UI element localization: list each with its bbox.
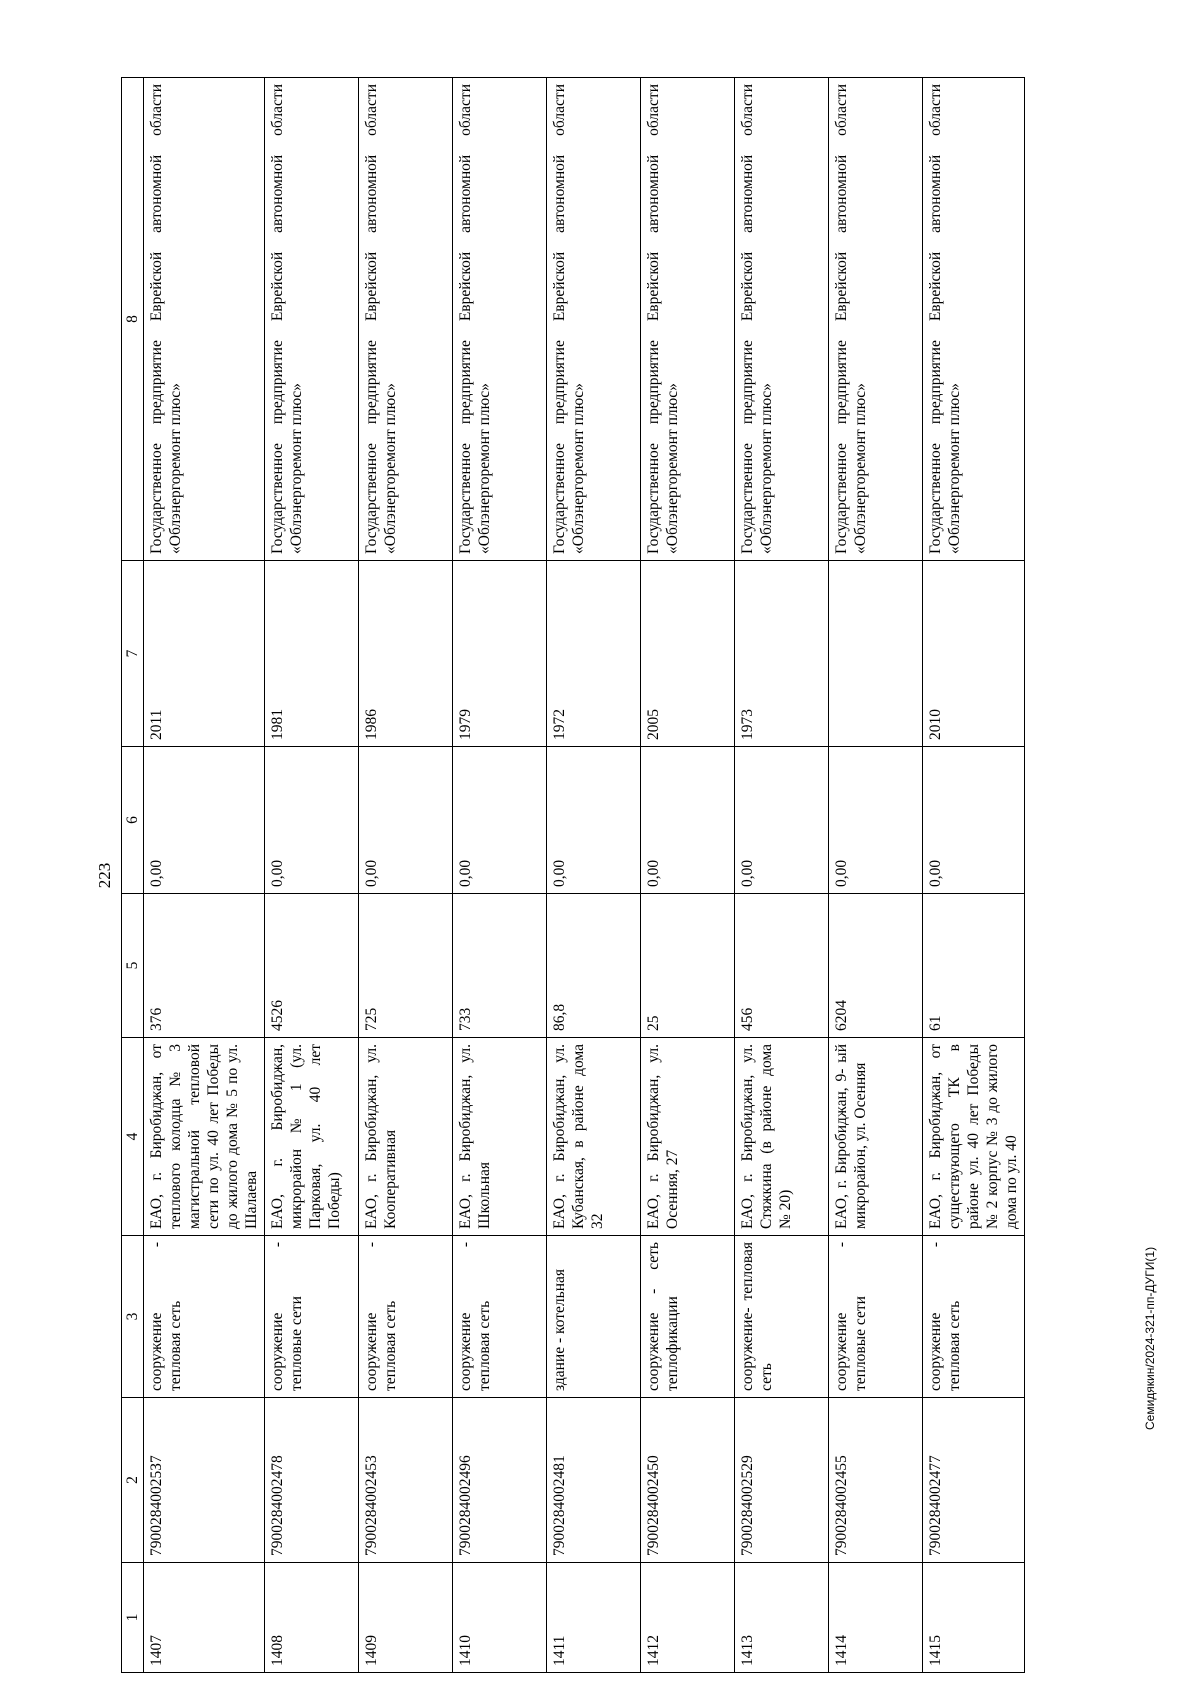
- table-row: [453, 78, 547, 1673]
- cell-length: 4526: [265, 894, 359, 1038]
- cell-cadastral-number: 7900284002496: [453, 1398, 547, 1563]
- cell-owner: Государственное предприятие Еврейской автономной области «Облэнергоремонт плюс»: [641, 78, 735, 561]
- cell-length: 25: [641, 894, 735, 1038]
- cell-address: ЕАО, г. Биробиджан, от существующего ТК в районе ул. 40 лет Победы № 2 корпус № 3 до жилого дома по ул. 40: [923, 1038, 1025, 1236]
- cell-year: 2011: [144, 561, 265, 747]
- cell-address: ЕАО, г. Биробиджан, микрорайон № 1 (ул. Парковая, ул. 40 лет Победы): [265, 1038, 359, 1236]
- cell-length: 86,8: [547, 894, 641, 1038]
- page-number: 223: [95, 862, 114, 889]
- cell-value: 0,00: [453, 747, 547, 894]
- cell-owner: Государственное предприятие Еврейской автономной области «Облэнергоремонт плюс»: [735, 78, 829, 561]
- cell-object-type: сооружение - тепловые сети: [265, 1236, 359, 1398]
- cell-length: 61: [923, 894, 1025, 1038]
- table-row: [547, 78, 641, 1673]
- cell-length: 733: [453, 894, 547, 1038]
- table-header-row: [122, 78, 144, 1673]
- cell-owner: Государственное предприятие Еврейской автономной области «Облэнергоремонт плюс»: [144, 78, 265, 561]
- cell-row-number: 1409: [359, 1563, 453, 1673]
- cell-object-type: сооружение - тепловая сеть: [453, 1236, 547, 1398]
- column-header: 3: [122, 1236, 144, 1398]
- cell-object-type: здание - котельная: [547, 1236, 641, 1398]
- cell-value: 0,00: [829, 747, 923, 894]
- cell-row-number: 1414: [829, 1563, 923, 1673]
- cell-cadastral-number: 7900284002477: [923, 1398, 1025, 1563]
- cell-value: 0,00: [359, 747, 453, 894]
- table-row: [144, 78, 265, 1673]
- cell-year: [829, 561, 923, 747]
- column-header: 1: [122, 1563, 144, 1673]
- rotated-table-area: [95, 78, 1085, 1673]
- table-row: [359, 78, 453, 1673]
- cell-owner: Государственное предприятие Еврейской автономной области «Облэнергоремонт плюс»: [453, 78, 547, 561]
- column-header: 8: [122, 78, 144, 561]
- cell-value: 0,00: [923, 747, 1025, 894]
- cell-row-number: 1410: [453, 1563, 547, 1673]
- cell-row-number: 1411: [547, 1563, 641, 1673]
- property-register-table: [121, 77, 1025, 1673]
- cell-year: 2005: [641, 561, 735, 747]
- cell-value: 0,00: [144, 747, 265, 894]
- table-row: [829, 78, 923, 1673]
- cell-row-number: 1413: [735, 1563, 829, 1673]
- cell-object-type: сооружение - сеть теплофикации: [641, 1236, 735, 1398]
- cell-address: ЕАО, г. Биробиджан, ул. Школьная: [453, 1038, 547, 1236]
- cell-length: 376: [144, 894, 265, 1038]
- cell-cadastral-number: 7900284002529: [735, 1398, 829, 1563]
- table-row: [923, 78, 1025, 1673]
- cell-year: 1979: [453, 561, 547, 747]
- table-row: [735, 78, 829, 1673]
- cell-length: 456: [735, 894, 829, 1038]
- cell-owner: Государственное предприятие Еврейской автономной области «Облэнергоремонт плюс»: [829, 78, 923, 561]
- cell-cadastral-number: 7900284002481: [547, 1398, 641, 1563]
- cell-owner: Государственное предприятие Еврейской автономной области «Облэнергоремонт плюс»: [265, 78, 359, 561]
- cell-year: 1972: [547, 561, 641, 747]
- cell-object-type: сооружение - тепловые сети: [829, 1236, 923, 1398]
- cell-object-type: сооружение- тепловая сеть: [735, 1236, 829, 1398]
- table-row: [641, 78, 735, 1673]
- document-footer-code: Семидякин/2024-321-пп-ДУГИ(1): [1143, 1246, 1157, 1430]
- column-header: 4: [122, 1038, 144, 1236]
- cell-year: 2010: [923, 561, 1025, 747]
- cell-address: ЕАО, г. Биробиджан, ул. Осенняя, 27: [641, 1038, 735, 1236]
- cell-object-type: сооружение - тепловая сеть: [144, 1236, 265, 1398]
- cell-row-number: 1412: [641, 1563, 735, 1673]
- cell-year: 1981: [265, 561, 359, 747]
- cell-row-number: 1408: [265, 1563, 359, 1673]
- cell-row-number: 1415: [923, 1563, 1025, 1673]
- column-header: 2: [122, 1398, 144, 1563]
- cell-value: 0,00: [547, 747, 641, 894]
- cell-cadastral-number: 7900284002453: [359, 1398, 453, 1563]
- column-header: 6: [122, 747, 144, 894]
- cell-length: 725: [359, 894, 453, 1038]
- cell-address: ЕАО, г. Биробиджан, ул. Кооперативная: [359, 1038, 453, 1236]
- cell-cadastral-number: 7900284002478: [265, 1398, 359, 1563]
- cell-owner: Государственное предприятие Еврейской автономной области «Облэнергоремонт плюс»: [547, 78, 641, 561]
- cell-length: 6204: [829, 894, 923, 1038]
- table-row: [265, 78, 359, 1673]
- cell-year: 1986: [359, 561, 453, 747]
- cell-cadastral-number: 79002840025З7: [144, 1398, 265, 1563]
- column-header: 7: [122, 561, 144, 747]
- cell-object-type: сооружение - тепловая сеть: [359, 1236, 453, 1398]
- cell-row-number: 1407: [144, 1563, 265, 1673]
- cell-address: ЕАО, г. Биробиджан, ул. Кубанская, в районе дома 32: [547, 1038, 641, 1236]
- cell-address: ЕАО, г. Биробиджан, от теплового колодца № 3 магистральной тепловой сети по ул. 40 лет Победы до жилого дома № 5 по ул. Шалаева: [144, 1038, 265, 1236]
- cell-cadastral-number: 7900284002450: [641, 1398, 735, 1563]
- cell-object-type: сооружение - тепловая сеть: [923, 1236, 1025, 1398]
- cell-value: 0,00: [735, 747, 829, 894]
- cell-cadastral-number: 7900284002455: [829, 1398, 923, 1563]
- cell-year: 1973: [735, 561, 829, 747]
- cell-owner: Государственное предприятие Еврейской автономной области «Облэнергоремонт плюс»: [359, 78, 453, 561]
- cell-address: ЕАО, г. Биробиджан, 9- ый микрорайон, ул. Осенняя: [829, 1038, 923, 1236]
- cell-value: 0,00: [265, 747, 359, 894]
- cell-address: ЕАО, г. Биробиджан, ул. Стяжкина (в районе дома № 20): [735, 1038, 829, 1236]
- cell-value: 0,00: [641, 747, 735, 894]
- cell-owner: Государственное предприятие Еврейской автономной области «Облэнергоремонт плюс»: [923, 78, 1025, 561]
- column-header: 5: [122, 894, 144, 1038]
